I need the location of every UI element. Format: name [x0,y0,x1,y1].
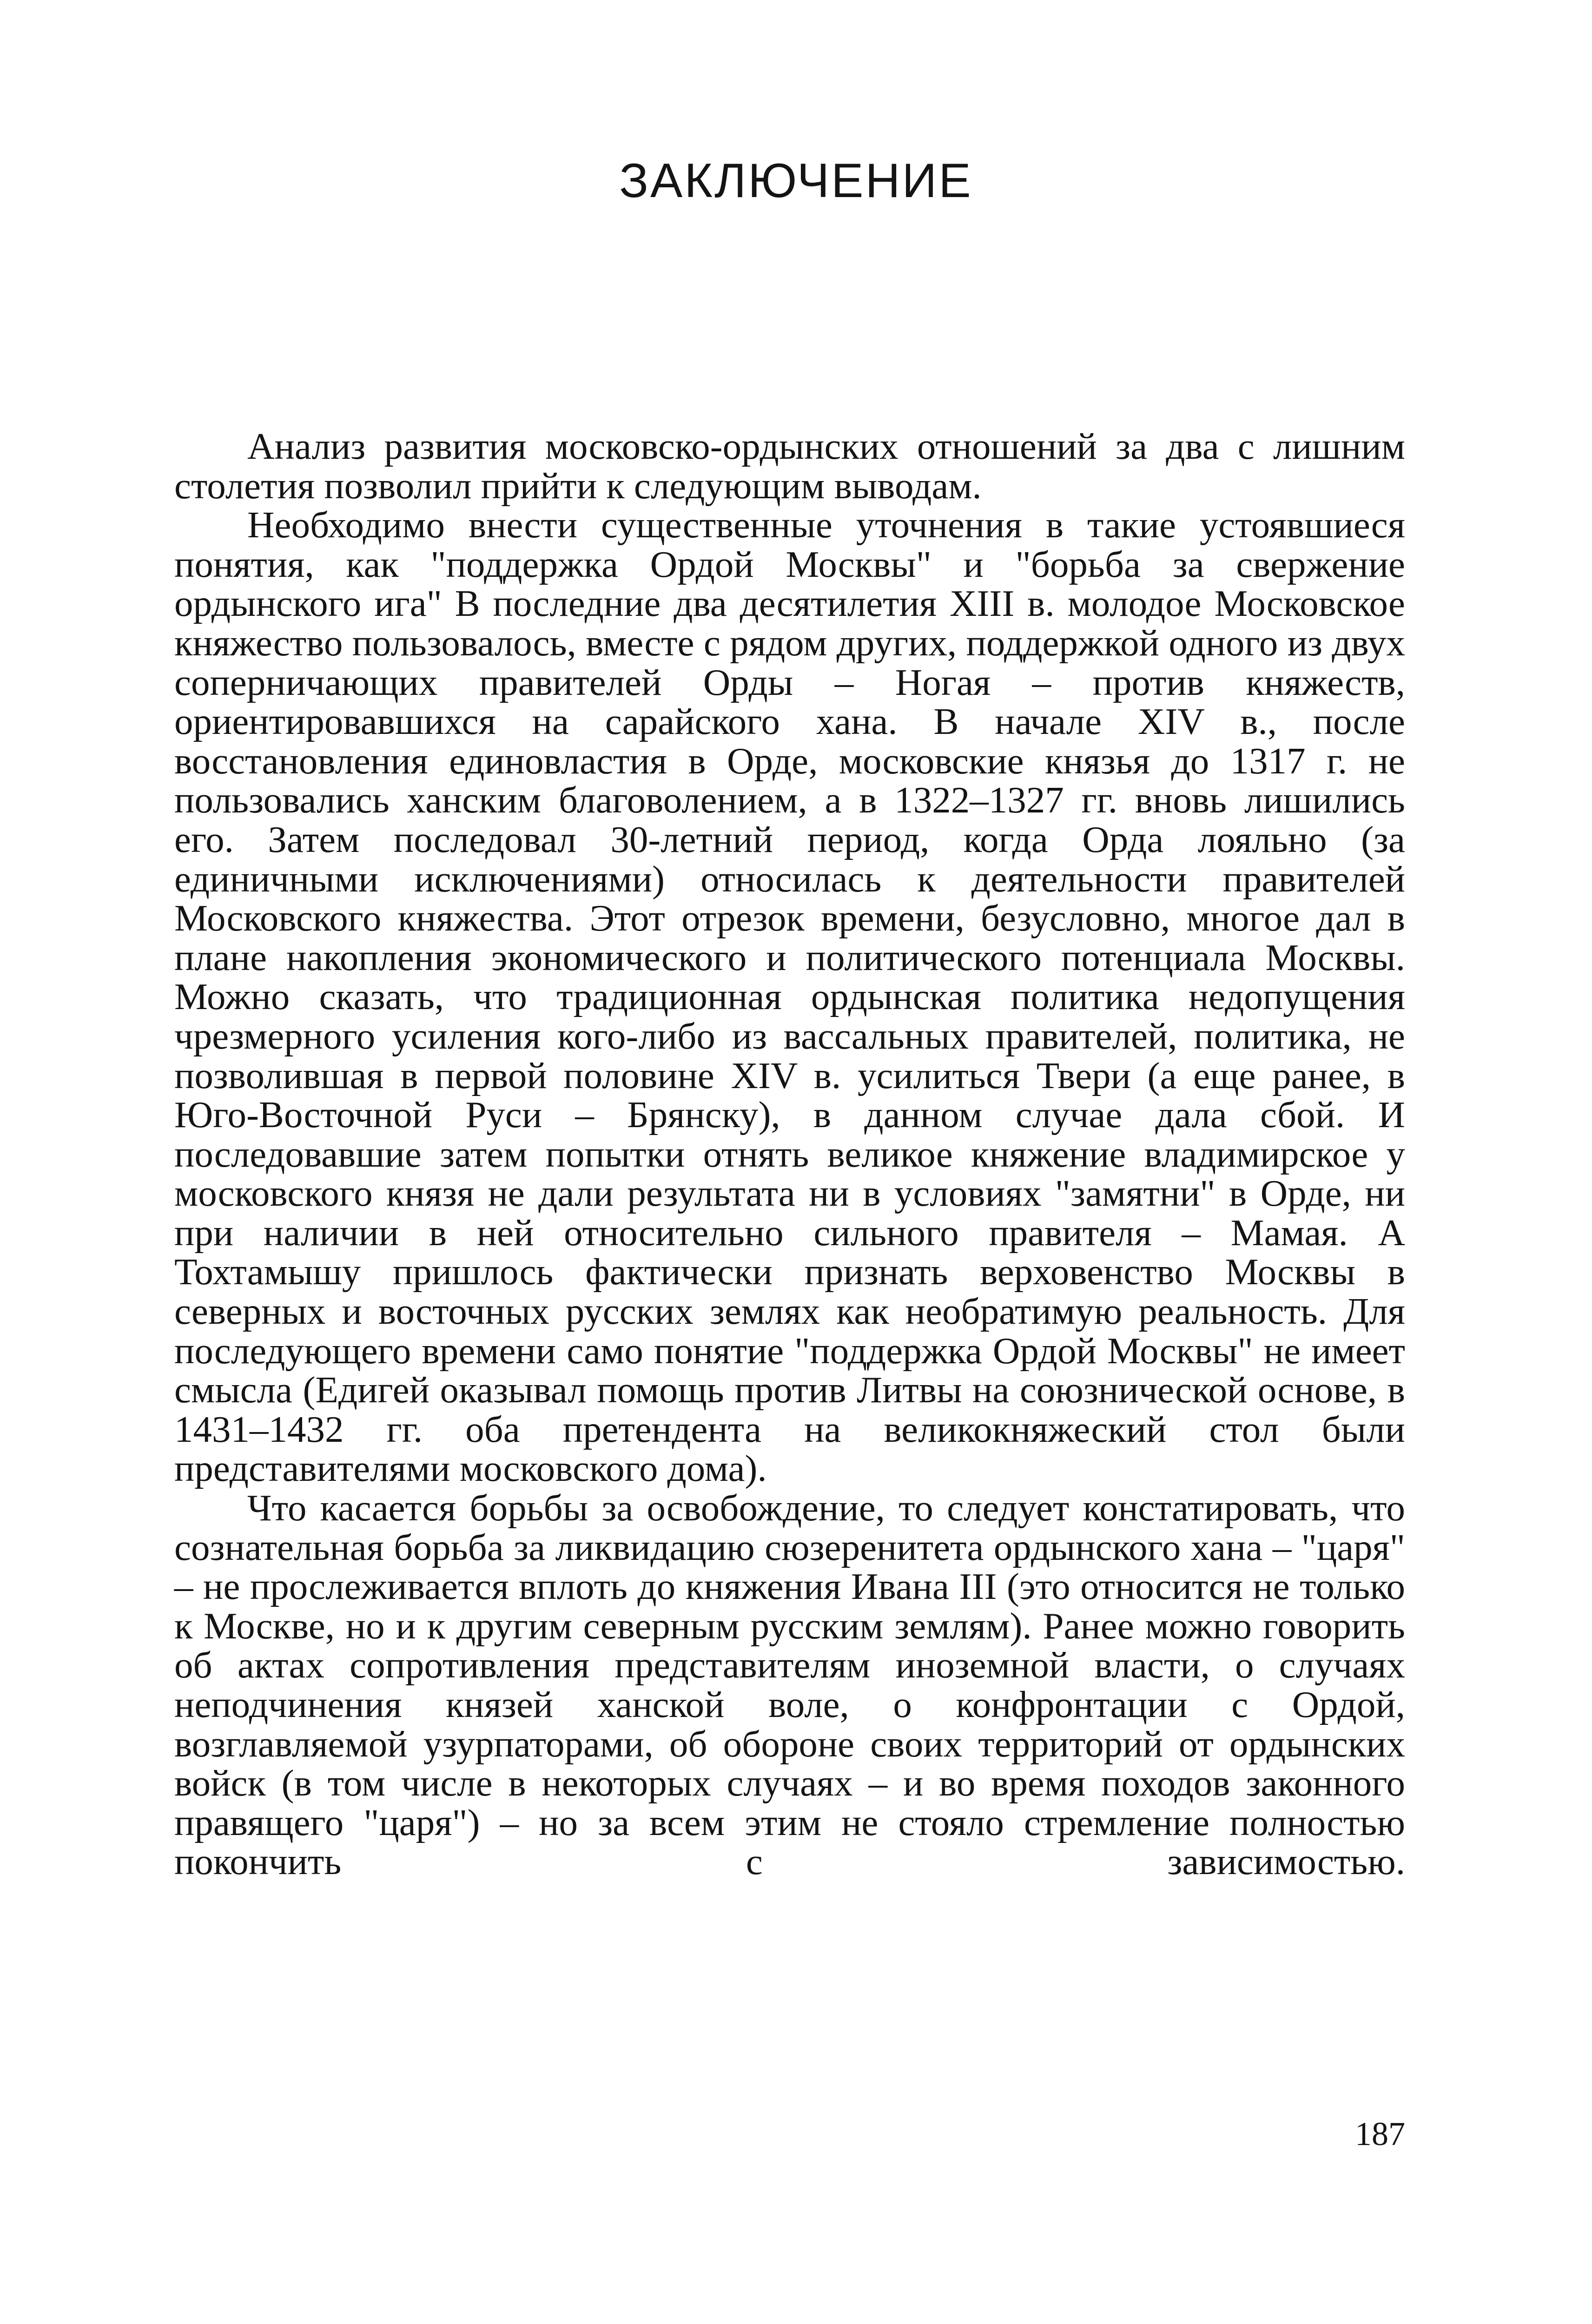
page-title: ЗАКЛЮЧЕНИЕ [619,154,973,208]
page-number: 187 [1355,2115,1405,2152]
text-body [174,427,1405,1882]
paragraph-liberation: Что касается борьбы за освобождение, то следует констатировать, что сознательная борьба за ликвидацию сюзеренитета ордынского хана – "царя" – не прослеживается вплоть до княжения Ивана III (это относится не только к Москве, но и к другим северным русским землям). Ранее можно говорить об актах сопротивления представителям иноземной власти, о случаях неподчинения князей ханской воле, о конфронтации с Ордой, возглавляемой узурпаторами, об обороне своих территорий от ордынских войск (в том числе в некоторых случаях – и во время походов законного правящего "царя") – но за всем этим не стояло стремление полностью покончить с зависимостью. [174,1487,1405,1883]
paragraph-intro: Анализ развития московско-ордынских отношений за два с лишним столетия позволил прийти к следующим выводам. [174,425,1405,507]
paragraph-main: Необходимо внести существенные уточнения в такие устоявшиеся понятия, как "поддержка Ордой Москвы" и "борьба за свержение ордынского ига" В последние два десятилетия XIII в. молодое Московское княжество пользовалось, вместе с рядом других, поддержкой одного из двух соперничающих правителей Орды – Ногая – против княжеств, ориентировавшихся на сарайского хана. В начале XIV в., после восстановления единовластия в Орде, московские князья до 1317 г. не пользовались ханским благоволением, а в 1322–1327 гг. вновь лишились его. Затем последовал 30-летний период, когда Орда лояльно (за единичными исключениями) относилась к деятельности правителей Московского княжества. Этот отрезок времени, безусловно, многое дал в плане накопления экономического и политического потенциала Москвы. Можно сказать, что традиционная ордынская политика недопущения чрезмерного усиления кого-либо из вассальных правителей, политика, не позволившая в первой половине XIV в. усилиться Твери (а еще ранее, в Юго-Восточной Руси – Брянску), в данном случае дала сбой. И последовавшие затем попытки отнять великое княжение владимирское у московского князя не дали результата ни в условиях "замятни" в Орде, ни при наличии в ней относительно сильного правителя – Мамая. А Тохтамышу пришлось фактически признать верховенство Москвы в северных и восточных русских землях как необратимую реальность. Для последующего времени само понятие "поддержка Ордой Москвы" не имеет смысла (Едигей оказывал помощь против Литвы на союзнической основе, в 1431–1432 гг. оба претендента на великокняжеский стол были представителями московского дома). [174,504,1405,1490]
